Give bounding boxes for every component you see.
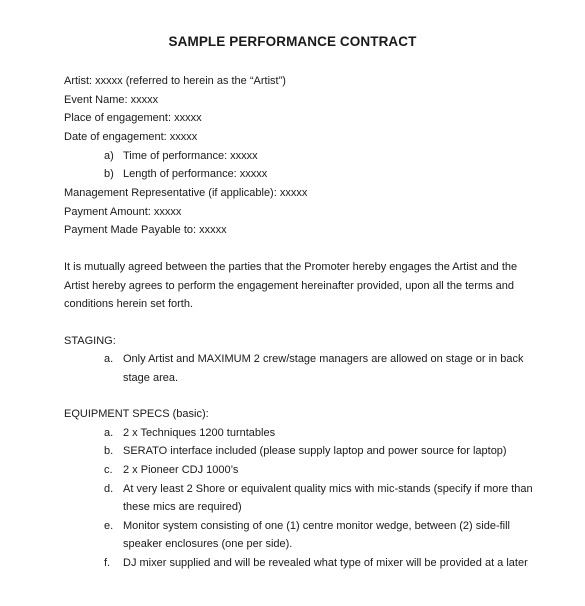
staging-item-line: stage area.: [123, 372, 179, 384]
equipment-item-line: these mics are required): [123, 501, 242, 513]
field-management-rep: Management Representative (if applicable): xxxxx: [64, 187, 308, 199]
equipment-item-line: DJ mixer supplied and will be revealed what type of mixer will be provided at a later: [123, 557, 528, 569]
equipment-item-label: a.: [104, 427, 114, 439]
equipment-item-line: speaker enclosures (one per side).: [123, 538, 293, 550]
equipment-heading: EQUIPMENT SPECS (basic):: [64, 408, 209, 420]
equipment-item-label: b.: [104, 445, 114, 457]
sub-field-label: b): [104, 168, 114, 180]
equipment-item-label: e.: [104, 520, 114, 532]
staging-item-line: Only Artist and MAXIMUM 2 crew/stage managers are allowed on stage or in back: [123, 353, 524, 365]
sub-field-label: a): [104, 150, 114, 162]
sub-field-time: Time of performance: xxxxx: [123, 150, 258, 162]
agreement-line: Artist hereby agrees to perform the engagement hereinafter provided, upon all the terms and: [64, 280, 515, 292]
staging-item-label: a.: [104, 353, 114, 365]
staging-heading: STAGING:: [64, 335, 116, 347]
equipment-item-label: c.: [104, 464, 113, 476]
field-event-name: Event Name: xxxxx: [64, 94, 159, 106]
equipment-item-line: 2 x Pioneer CDJ 1000’s: [123, 464, 239, 476]
equipment-item-label: d.: [104, 483, 114, 495]
field-payment-payable: Payment Made Payable to: xxxxx: [64, 224, 227, 236]
equipment-item-line: SERATO interface included (please supply laptop and power source for laptop): [123, 445, 507, 457]
agreement-line: It is mutually agreed between the parties that the Promoter hereby engages the Artist and the: [64, 261, 518, 273]
field-artist: Artist: xxxxx (referred to herein as the “Artist”): [64, 75, 286, 87]
field-date: Date of engagement: xxxxx: [64, 131, 198, 143]
equipment-item-line: Monitor system consisting of one (1) centre monitor wedge, between (2) side-fill: [123, 520, 511, 532]
field-place: Place of engagement: xxxxx: [64, 112, 202, 124]
equipment-item-line: At very least 2 Shore or equivalent quality mics with mic-stands (specify if more than: [123, 483, 533, 495]
equipment-item-label: f.: [104, 557, 111, 569]
document-title: SAMPLE PERFORMANCE CONTRACT: [168, 34, 417, 49]
sub-field-length: Length of performance: xxxxx: [123, 168, 268, 180]
field-payment-amount: Payment Amount: xxxxx: [64, 206, 182, 218]
equipment-item-line: 2 x Techniques 1200 turntables: [123, 427, 276, 439]
agreement-line: conditions herein set forth.: [64, 298, 194, 310]
